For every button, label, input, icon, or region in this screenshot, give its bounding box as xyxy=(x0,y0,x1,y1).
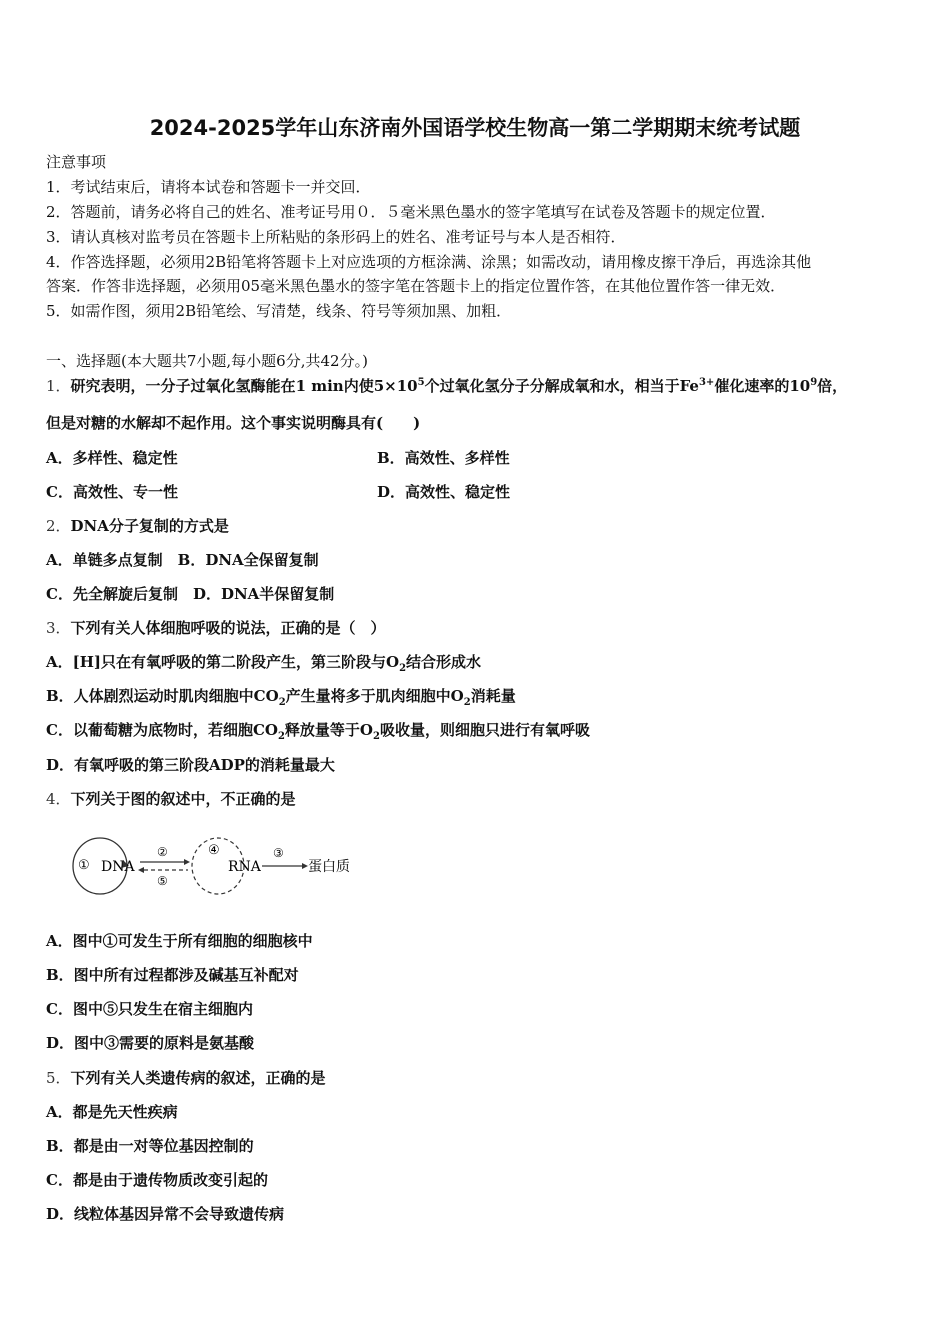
q1-stem xyxy=(46,376,847,396)
notice-heading: 注意事项 xyxy=(46,153,107,171)
q1-option-d[interactable]: D．高效性、稳定性 xyxy=(377,483,511,501)
q2-options-ab[interactable]: A．单链多点复制 B．DNA全保留复制 xyxy=(46,551,319,569)
q4-option-c[interactable]: C．图中⑤只发生在宿主细胞内 xyxy=(46,1000,253,1018)
q1-stem-line2: 但是对糖的水解却不起作用。这个事实说明酶具有( ) xyxy=(46,414,421,432)
q1-number: 1． xyxy=(46,377,71,395)
q4-number: 4． xyxy=(46,790,71,808)
q3-text: B．人体剧烈运动时肌肉细胞中CO xyxy=(46,687,279,705)
q1-superscript: 9 xyxy=(810,377,818,388)
q3-text: 下列有关人体细胞呼吸的说法，正确的是（ ） xyxy=(70,619,386,637)
q3-option-d[interactable]: D．有氧呼吸的第三阶段ADP的消耗量最大 xyxy=(46,756,335,774)
notice-item: 4．作答选择题，必须用2B铅笔将答题卡上对应选项的方框涂满、涂黑；如需改动，请用橡皮擦干净后，再选涂其他 xyxy=(46,253,812,271)
q3-text: A．[H]只在有氧呼吸的第二阶段产生，第三阶段与O xyxy=(46,653,400,671)
q1-option-b[interactable]: B．高效性、多样性 xyxy=(377,449,510,467)
q5-option-a[interactable]: A．都是先天性疾病 xyxy=(46,1103,178,1121)
q1-text: 个过氧化氢分子分解成氧和水，相当于 xyxy=(424,377,680,395)
label-3: ③ xyxy=(273,846,284,860)
q3-number: 3． xyxy=(46,619,71,637)
q2-number: 2． xyxy=(46,517,71,535)
q1-text: 5×10 xyxy=(373,377,418,395)
q1-text: 催化速率的 xyxy=(714,377,790,395)
q3-subscript: 2 xyxy=(277,731,285,742)
q3-subscript: 2 xyxy=(399,663,407,674)
q3-option-a[interactable] xyxy=(46,652,481,672)
reverse-transcription-arrowhead xyxy=(138,867,144,873)
label-1: ① xyxy=(78,858,90,873)
page-title: 2024-2025学年山东济南外国语学校生物高一第二学期期末统考试题 xyxy=(149,116,801,140)
q1-text: 10 xyxy=(789,377,811,395)
q1-text: 倍， xyxy=(817,377,848,395)
q3-subscript: 2 xyxy=(278,697,286,708)
q5-stem xyxy=(46,1068,326,1088)
q5-option-b[interactable]: B．都是由一对等位基因控制的 xyxy=(46,1137,254,1155)
label-4: ④ xyxy=(208,843,220,858)
q3-text: 产生量将多于肌肉细胞中O xyxy=(285,687,464,705)
q5-option-c[interactable]: C．都是由于遗传物质改变引起的 xyxy=(46,1171,268,1189)
transcription-arrowhead xyxy=(184,859,190,865)
q2-stem xyxy=(46,516,229,536)
q3-text: 吸收量，则细胞只进行有氧呼吸 xyxy=(379,721,590,739)
q3-text: 结合形成水 xyxy=(406,653,482,671)
q3-option-c[interactable] xyxy=(46,720,590,740)
label-rna: RNA xyxy=(228,859,261,875)
central-dogma-diagram xyxy=(66,832,366,902)
label-protein: 蛋白质 xyxy=(308,859,350,875)
q1-text: 研究表明，一分子过氧化氢酶能在 xyxy=(70,377,296,395)
q1-text: Fe xyxy=(679,377,699,395)
q1-superscript: 3+ xyxy=(698,377,715,388)
notice-item: 3．请认真核对监考员在答题卡上所粘贴的条形码上的姓名、准考证号与本人是否相符． xyxy=(46,228,626,246)
q5-option-d[interactable]: D．线粒体基因异常不会导致遗传病 xyxy=(46,1205,285,1223)
q1-text: 1 min xyxy=(295,377,344,395)
label-2: ② xyxy=(157,845,168,859)
q4-option-b[interactable]: B．图中所有过程都涉及碱基互补配对 xyxy=(46,966,299,984)
q3-subscript: 2 xyxy=(373,731,380,742)
notice-item: 1．考试结束后，请将本试卷和答题卡一并交回． xyxy=(46,178,371,196)
label-dna: DNA xyxy=(101,859,135,875)
label-5: ⑤ xyxy=(157,874,168,888)
q3-subscript: 2 xyxy=(463,697,471,708)
q4-option-a[interactable]: A．图中①可发生于所有细胞的细胞核中 xyxy=(46,932,313,950)
notice-item: 5．如需作图，须用2B铅笔绘、写清楚，线条、符号等须加黑、加粗． xyxy=(46,302,512,320)
q4-option-d[interactable]: D．图中③需要的原料是氨基酸 xyxy=(46,1034,255,1052)
notice-item: 答案．作答非选择题，必须用05毫米黑色墨水的签字笔在答题卡上的指定位置作答，在其他位置作答一律无效． xyxy=(46,277,786,295)
q4-text: 下列关于图的叙述中，不正确的是 xyxy=(70,790,296,808)
section-heading: 一、选择题(本大题共7小题,每小题6分,共42分。) xyxy=(46,352,368,370)
q5-number: 5． xyxy=(46,1069,71,1087)
q2-options-cd[interactable]: C．先全解旋后复制 D．DNA半保留复制 xyxy=(46,585,335,603)
q1-text: 内使 xyxy=(343,377,374,395)
q1-option-a[interactable]: A．多样性、稳定性 xyxy=(46,449,178,467)
q1-superscript: 5 xyxy=(417,377,425,388)
q2-text: DNA分子复制的方式是 xyxy=(70,517,229,535)
q5-text: 下列有关人类遗传病的叙述，正确的是 xyxy=(70,1069,326,1087)
q3-stem xyxy=(46,618,386,638)
q4-stem xyxy=(46,789,296,809)
q3-text: 消耗量 xyxy=(470,687,516,705)
q3-option-b[interactable] xyxy=(46,686,516,706)
q3-text: 释放量等于O xyxy=(284,721,373,739)
notice-item: 2．答题前，请务必将自己的姓名、准考证号用０．５毫米黑色墨水的签字笔填写在试卷及答题卡的规定位置． xyxy=(46,203,776,221)
q3-text: C．以葡萄糖为底物时，若细胞CO xyxy=(46,721,278,739)
q1-option-c[interactable]: C．高效性、专一性 xyxy=(46,483,178,501)
